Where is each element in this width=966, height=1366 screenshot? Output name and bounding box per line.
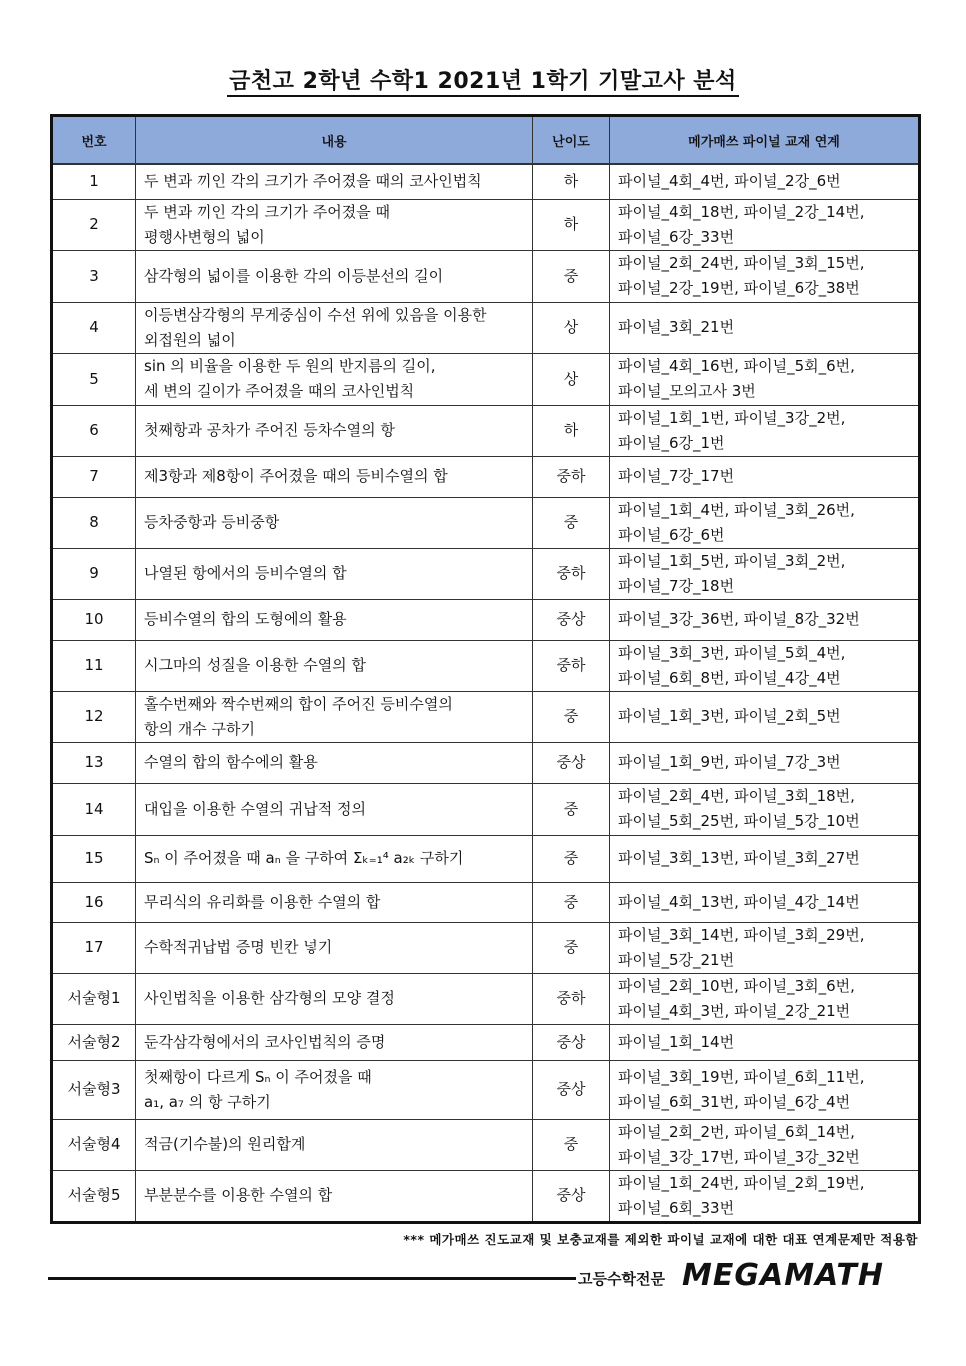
row-content bbox=[136, 835, 533, 882]
row-link bbox=[610, 353, 920, 405]
link-line: 파이널_3강_17번, 파이널_3강_32번 bbox=[618, 1147, 860, 1166]
content-line: 나열된 항에서의 등비수열의 합 bbox=[144, 564, 347, 582]
row-content bbox=[136, 353, 533, 405]
link-line: 파이널_4회_4번, 파이널_2강_6번 bbox=[618, 172, 841, 191]
link-line: 파이널_2회_24번, 파이널_3회_15번, bbox=[618, 254, 865, 272]
row-content bbox=[136, 973, 533, 1024]
link-line: 파이널_7강_18번 bbox=[618, 576, 735, 595]
row-content bbox=[136, 497, 533, 548]
row-content bbox=[136, 250, 533, 302]
row-content bbox=[136, 783, 533, 835]
link-line: 파이널_3회_21번 bbox=[618, 318, 735, 336]
row-number: 서술형5 bbox=[52, 1170, 136, 1222]
link-line: 파이널_5회_25번, 파이널_5강_10번 bbox=[618, 812, 860, 830]
content-line: 삼각형의 넓이를 이용한 각의 이등분선의 길이 bbox=[144, 266, 444, 285]
content-line: 적금(기수불)의 원리합계 bbox=[144, 1135, 306, 1153]
row-link bbox=[610, 882, 920, 922]
row-number: 8 bbox=[52, 497, 136, 548]
content-line: Sₙ 이 주어졌을 때 aₙ 을 구하여 Σₖ₌₁⁴ a₂ₖ 구하기 bbox=[144, 849, 464, 867]
content-line: 사인법칙을 이용한 삼각형의 모양 결정 bbox=[144, 989, 395, 1007]
row-difficulty: 중상 bbox=[533, 1170, 610, 1222]
row-difficulty: 중하 bbox=[533, 973, 610, 1024]
row-number: 6 bbox=[52, 405, 136, 456]
content-line: 부분분수를 이용한 수열의 합 bbox=[144, 1186, 333, 1204]
row-difficulty: 중하 bbox=[533, 640, 610, 691]
row-link bbox=[610, 199, 920, 250]
table-row bbox=[52, 1024, 920, 1060]
row-content bbox=[136, 1119, 533, 1170]
table-row bbox=[52, 742, 920, 783]
row-number: 서술형1 bbox=[52, 973, 136, 1024]
content-line: 제3항과 제8항이 주어졌을 때의 등비수열의 합 bbox=[144, 467, 448, 485]
row-difficulty: 중상 bbox=[533, 1060, 610, 1119]
link-line: 파이널_3강_36번, 파이널_8강_32번 bbox=[618, 610, 860, 628]
table-row bbox=[52, 1170, 920, 1222]
content-line: 첫째항과 공차가 주어진 등차수열의 항 bbox=[144, 421, 395, 439]
row-link bbox=[610, 691, 920, 742]
row-number: 16 bbox=[52, 882, 136, 922]
row-number: 4 bbox=[52, 302, 136, 353]
header-difficulty: 난이도 bbox=[533, 116, 610, 165]
document-title: 금천고 2학년 수학1 2021년 1학기 기말고사 분석 bbox=[227, 69, 739, 97]
row-content bbox=[136, 548, 533, 599]
document-title-wrap bbox=[0, 64, 966, 95]
row-content bbox=[136, 405, 533, 456]
link-line: 파이널_6강_1번 bbox=[618, 433, 725, 452]
row-link bbox=[610, 640, 920, 691]
row-difficulty: 중상 bbox=[533, 1024, 610, 1060]
row-number: 서술형2 bbox=[52, 1024, 136, 1060]
row-number: 10 bbox=[52, 599, 136, 640]
table-row bbox=[52, 973, 920, 1024]
table-row bbox=[52, 835, 920, 882]
link-line: 파이널_4회_3번, 파이널_2강_21번 bbox=[618, 1001, 851, 1020]
table-row bbox=[52, 882, 920, 922]
row-difficulty: 중 bbox=[533, 882, 610, 922]
footer-rule bbox=[48, 1277, 576, 1280]
table-row bbox=[52, 353, 920, 405]
row-content bbox=[136, 199, 533, 250]
row-number: 15 bbox=[52, 835, 136, 882]
row-link bbox=[610, 548, 920, 599]
row-link bbox=[610, 497, 920, 548]
content-line: 등차중항과 등비중항 bbox=[144, 513, 280, 531]
link-line: 파이널_2회_4번, 파이널_3회_18번, bbox=[618, 787, 855, 805]
content-line: 두 변과 끼인 각의 크기가 주어졌을 때 bbox=[144, 202, 390, 221]
content-line: 첫째항이 다르게 Sₙ 이 주어졌을 때 bbox=[144, 1067, 372, 1086]
row-link bbox=[610, 599, 920, 640]
link-line: 파이널_7강_17번 bbox=[618, 467, 735, 485]
content-line: sin 의 비율을 이용한 두 원의 반지름의 길이, bbox=[144, 357, 436, 375]
row-number: 12 bbox=[52, 691, 136, 742]
content-line: 세 변의 길이가 주어졌을 때의 코사인법칙 bbox=[144, 382, 415, 400]
link-line: 파이널_6회_31번, 파이널_6강_4번 bbox=[618, 1092, 851, 1111]
content-line: 항의 개수 구하기 bbox=[144, 719, 255, 738]
link-line: 파이널_3회_14번, 파이널_3회_29번, bbox=[618, 925, 865, 944]
row-number: 2 bbox=[52, 199, 136, 250]
content-line: 등비수열의 합의 도형에의 활용 bbox=[144, 610, 347, 628]
content-line: 평행사변형의 넓이 bbox=[144, 227, 265, 246]
link-line: 파이널_1회_5번, 파이널_3회_2번, bbox=[618, 551, 846, 570]
table-row bbox=[52, 164, 920, 199]
table-row bbox=[52, 405, 920, 456]
link-line: 파이널_4회_16번, 파이널_5회_6번, bbox=[618, 357, 855, 375]
row-content bbox=[136, 1024, 533, 1060]
content-line: 두 변과 끼인 각의 크기가 주어졌을 때의 코사인법칙 bbox=[144, 172, 482, 191]
content-line: 대입을 이용한 수열의 귀납적 정의 bbox=[144, 799, 366, 818]
row-number: 11 bbox=[52, 640, 136, 691]
row-link bbox=[610, 783, 920, 835]
row-content bbox=[136, 302, 533, 353]
link-line: 파이널_6회_8번, 파이널_4강_4번 bbox=[618, 668, 841, 687]
row-number: 서술형4 bbox=[52, 1119, 136, 1170]
link-line: 파이널_3회_13번, 파이널_3회_27번 bbox=[618, 849, 860, 867]
table-row bbox=[52, 302, 920, 353]
row-content bbox=[136, 922, 533, 973]
link-line: 파이널_모의고사 3번 bbox=[618, 382, 756, 400]
footnote: *** 메가매쓰 진도교재 및 보충교재를 제외한 파이널 교재에 대한 대표 연계문제만 적용함 bbox=[403, 1232, 918, 1247]
content-line: a₁, a₇ 의 항 구하기 bbox=[144, 1092, 271, 1111]
link-line: 파이널_2강_19번, 파이널_6강_38번 bbox=[618, 279, 860, 297]
content-line: 홀수번째와 짝수번째의 합이 주어진 등비수열의 bbox=[144, 694, 453, 713]
link-line: 파이널_2회_10번, 파이널_3회_6번, bbox=[618, 976, 855, 995]
row-link bbox=[610, 1060, 920, 1119]
link-line: 파이널_6강_6번 bbox=[618, 525, 725, 544]
content-line: 수열의 합의 함수에의 활용 bbox=[144, 753, 318, 771]
row-content bbox=[136, 742, 533, 783]
content-line: 이등변삼각형의 무게중심이 수선 위에 있음을 이용한 bbox=[144, 305, 487, 324]
row-difficulty: 하 bbox=[533, 405, 610, 456]
row-content bbox=[136, 599, 533, 640]
header-link: 메가매쓰 파이널 교재 연계 bbox=[610, 116, 920, 165]
row-link bbox=[610, 1024, 920, 1060]
table-row bbox=[52, 456, 920, 497]
link-line: 파이널_2회_2번, 파이널_6회_14번, bbox=[618, 1122, 855, 1141]
row-number: 17 bbox=[52, 922, 136, 973]
link-line: 파이널_4회_13번, 파이널_4강_14번 bbox=[618, 892, 860, 911]
row-link bbox=[610, 250, 920, 302]
row-difficulty: 중 bbox=[533, 1119, 610, 1170]
row-content bbox=[136, 1170, 533, 1222]
row-difficulty: 상 bbox=[533, 353, 610, 405]
link-line: 파이널_6회_33번 bbox=[618, 1198, 735, 1217]
row-link bbox=[610, 1170, 920, 1222]
row-number: 7 bbox=[52, 456, 136, 497]
megamath-logo: MEGAMATH bbox=[682, 1258, 884, 1293]
row-link bbox=[610, 302, 920, 353]
link-line: 파이널_1회_4번, 파이널_3회_26번, bbox=[618, 500, 855, 519]
row-content bbox=[136, 640, 533, 691]
row-link bbox=[610, 456, 920, 497]
table-row bbox=[52, 199, 920, 250]
header-num: 번호 bbox=[52, 116, 136, 165]
row-difficulty: 중상 bbox=[533, 599, 610, 640]
row-difficulty: 중 bbox=[533, 835, 610, 882]
table-row bbox=[52, 599, 920, 640]
row-difficulty: 상 bbox=[533, 302, 610, 353]
table-row bbox=[52, 548, 920, 599]
table-body bbox=[52, 164, 920, 1222]
row-difficulty: 중 bbox=[533, 497, 610, 548]
link-line: 파이널_1회_3번, 파이널_2회_5번 bbox=[618, 707, 841, 725]
content-line: 무리식의 유리화를 이용한 수열의 합 bbox=[144, 892, 381, 911]
header-content: 내용 bbox=[136, 116, 533, 165]
header-row bbox=[52, 116, 920, 165]
table-row bbox=[52, 640, 920, 691]
row-number: 1 bbox=[52, 164, 136, 199]
table-row bbox=[52, 691, 920, 742]
row-content bbox=[136, 164, 533, 199]
row-link bbox=[610, 742, 920, 783]
link-line: 파이널_5강_21번 bbox=[618, 950, 735, 969]
table-row bbox=[52, 250, 920, 302]
row-link bbox=[610, 835, 920, 882]
row-difficulty: 중상 bbox=[533, 742, 610, 783]
footer-subtitle: 고등수학전문 bbox=[578, 1270, 665, 1288]
row-number: 서술형3 bbox=[52, 1060, 136, 1119]
row-difficulty: 하 bbox=[533, 164, 610, 199]
content-line: 수학적귀납법 증명 빈칸 넣기 bbox=[144, 938, 333, 956]
row-difficulty: 중 bbox=[533, 691, 610, 742]
row-difficulty: 중 bbox=[533, 250, 610, 302]
link-line: 파이널_1회_1번, 파이널_3강_2번, bbox=[618, 408, 846, 427]
row-number: 9 bbox=[52, 548, 136, 599]
link-line: 파이널_3회_19번, 파이널_6회_11번, bbox=[618, 1067, 865, 1086]
row-number: 14 bbox=[52, 783, 136, 835]
row-link bbox=[610, 973, 920, 1024]
table-row bbox=[52, 497, 920, 548]
row-content bbox=[136, 456, 533, 497]
row-difficulty: 중 bbox=[533, 922, 610, 973]
row-difficulty: 하 bbox=[533, 199, 610, 250]
table-row bbox=[52, 1119, 920, 1170]
table-row bbox=[52, 1060, 920, 1119]
table-row bbox=[52, 783, 920, 835]
row-content bbox=[136, 882, 533, 922]
content-line: 시그마의 성질을 이용한 수열의 합 bbox=[144, 656, 366, 674]
row-number: 13 bbox=[52, 742, 136, 783]
row-link bbox=[610, 922, 920, 973]
row-number: 5 bbox=[52, 353, 136, 405]
link-line: 파이널_1회_9번, 파이널_7강_3번 bbox=[618, 753, 841, 771]
row-content bbox=[136, 691, 533, 742]
row-link bbox=[610, 405, 920, 456]
row-link bbox=[610, 164, 920, 199]
link-line: 파이널_4회_18번, 파이널_2강_14번, bbox=[618, 202, 865, 221]
link-line: 파이널_6강_33번 bbox=[618, 227, 735, 246]
table-row bbox=[52, 922, 920, 973]
row-number: 3 bbox=[52, 250, 136, 302]
content-line: 외접원의 넓이 bbox=[144, 330, 236, 349]
link-line: 파이널_1회_24번, 파이널_2회_19번, bbox=[618, 1173, 865, 1192]
link-line: 파이널_1회_14번 bbox=[618, 1032, 735, 1051]
row-difficulty: 중 bbox=[533, 783, 610, 835]
row-difficulty: 중하 bbox=[533, 456, 610, 497]
row-difficulty: 중하 bbox=[533, 548, 610, 599]
row-link bbox=[610, 1119, 920, 1170]
analysis-table bbox=[50, 114, 921, 1224]
row-content bbox=[136, 1060, 533, 1119]
link-line: 파이널_3회_3번, 파이널_5회_4번, bbox=[618, 643, 846, 662]
content-line: 둔각삼각형에서의 코사인법칙의 증명 bbox=[144, 1032, 386, 1051]
